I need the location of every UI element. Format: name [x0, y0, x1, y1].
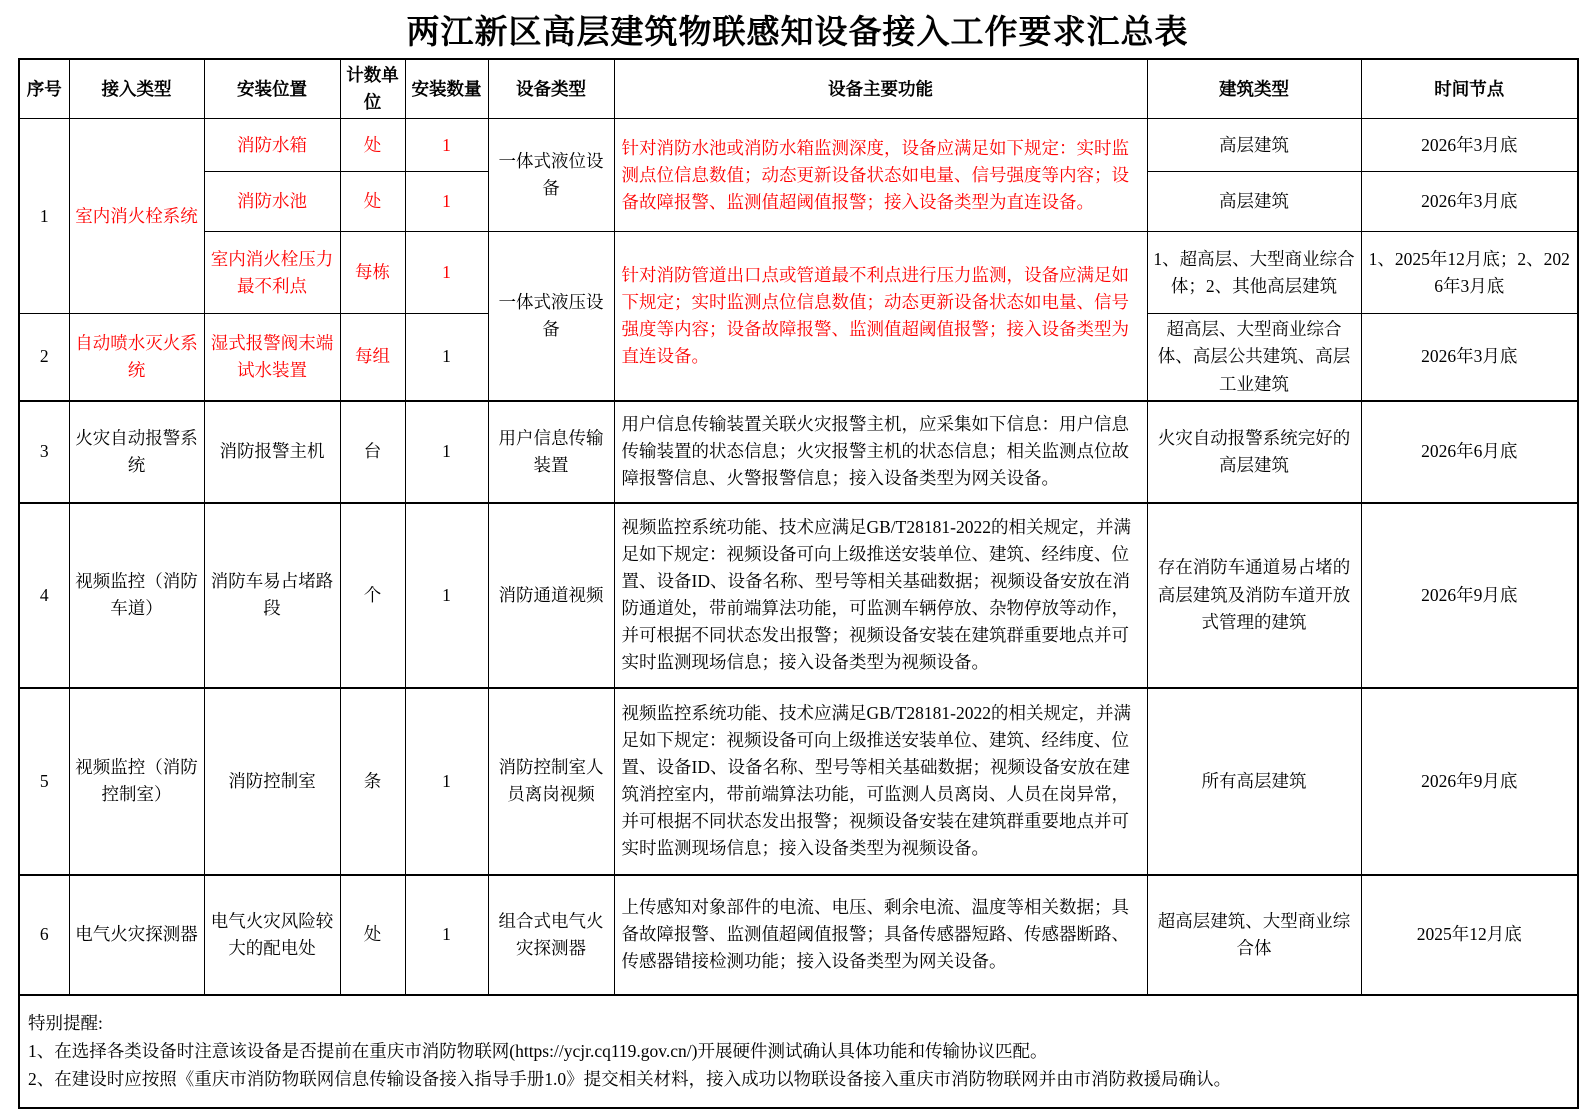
cell-device-type-3: 用户信息传输装置 — [488, 401, 614, 503]
cell-location-2: 湿式报警阀末端试水装置 — [204, 314, 340, 401]
cell-access-type-2: 自动喷水灭火系统 — [69, 314, 204, 401]
col-header-device-type: 设备类型 — [488, 59, 614, 119]
cell-unit-5: 条 — [340, 688, 405, 875]
cell-qty-6: 1 — [405, 875, 488, 995]
cell-unit-1a: 处 — [340, 119, 405, 172]
cell-building-4: 存在消防车通道易占堵的高层建筑及消防车道开放式管理的建筑 — [1147, 503, 1361, 688]
cell-location-5: 消防控制室 — [204, 688, 340, 875]
cell-access-type-1: 室内消火栓系统 — [69, 119, 204, 314]
cell-functions-4: 视频监控系统功能、技术应满足GB/T28181-2022的相关规定，并满足如下规定：视频设备可向上级推送安装单位、建筑、经纬度、位置、设备ID、设备名称、型号等相关基础数据；视频设备安放在消防通道处，带前端算法功能，可监测车辆停放、杂物停放等动作，并可根据不同状态发出报警；视频设备安装在建筑群重要地点并可实时监测现场信息；接入设备类型为视频设备。 — [614, 503, 1147, 688]
cell-time-2: 2026年3月底 — [1361, 314, 1578, 401]
col-header-install-location: 安装位置 — [204, 59, 340, 119]
cell-time-6: 2025年12月底 — [1361, 875, 1578, 995]
cell-access-type-5: 视频监控（消防控制室） — [69, 688, 204, 875]
col-header-install-qty: 安装数量 — [405, 59, 488, 119]
cell-location-1b: 消防水池 — [204, 172, 340, 232]
cell-device-type-5: 消防控制室人员离岗视频 — [488, 688, 614, 875]
cell-unit-1b: 处 — [340, 172, 405, 232]
cell-no-2: 2 — [19, 314, 69, 401]
table-row — [19, 232, 1578, 314]
col-header-building-type: 建筑类型 — [1147, 59, 1361, 119]
cell-functions-5: 视频监控系统功能、技术应满足GB/T28181-2022的相关规定，并满足如下规定：视频设备可向上级推送安装单位、建筑、经纬度、位置、设备ID、设备名称、型号等相关基础数据；视频设备安放在建筑消控室内，带前端算法功能，可监测人员离岗、人员在岗异常，并可根据不同状态发出报警；视频设备安装在建筑群重要地点并可实时监测现场信息；接入设备类型为视频设备。 — [614, 688, 1147, 875]
cell-location-3: 消防报警主机 — [204, 401, 340, 503]
cell-device-type-6: 组合式电气火灾探测器 — [488, 875, 614, 995]
cell-time-1c: 1、2025年12月底；2、2026年3月底 — [1361, 232, 1578, 314]
notes-title: 特别提醒: — [28, 1013, 103, 1034]
cell-access-type-4: 视频监控（消防车道） — [69, 503, 204, 688]
cell-building-2: 超高层、大型商业综合体、高层公共建筑、高层工业建筑 — [1147, 314, 1361, 401]
cell-no-5: 5 — [19, 688, 69, 875]
table-row — [19, 119, 1578, 172]
cell-qty-1b: 1 — [405, 172, 488, 232]
cell-time-3: 2026年6月底 — [1361, 401, 1578, 503]
cell-access-type-3: 火灾自动报警系统 — [69, 401, 204, 503]
cell-device-type-1ab: 一体式液位设备 — [488, 119, 614, 232]
cell-qty-4: 1 — [405, 503, 488, 688]
cell-unit-1c: 每栋 — [340, 232, 405, 314]
col-header-access-type: 接入类型 — [69, 59, 204, 119]
cell-no-1: 1 — [19, 119, 69, 314]
cell-building-1a: 高层建筑 — [1147, 119, 1361, 172]
cell-qty-5: 1 — [405, 688, 488, 875]
cell-location-4: 消防车易占堵路段 — [204, 503, 340, 688]
header-row — [19, 59, 1578, 119]
special-notes — [19, 995, 1578, 1108]
cell-location-1a: 消防水箱 — [204, 119, 340, 172]
note-line-1: 1、在选择各类设备时注意该设备是否提前在重庆市消防物联网(https://ycjr.cq119.gov.cn/)开展硬件测试确认具体功能和传输协议匹配。 — [28, 1041, 1048, 1062]
cell-qty-1c: 1 — [405, 232, 488, 314]
cell-time-1b: 2026年3月底 — [1361, 172, 1578, 232]
table-row — [19, 688, 1578, 875]
cell-unit-6: 处 — [340, 875, 405, 995]
col-header-time-node: 时间节点 — [1361, 59, 1578, 119]
requirements-table — [18, 58, 1579, 1109]
page-title: 两江新区高层建筑物联感知设备接入工作要求汇总表 — [406, 15, 1189, 51]
cell-building-3: 火灾自动报警系统完好的高层建筑 — [1147, 401, 1361, 503]
cell-building-1b: 高层建筑 — [1147, 172, 1361, 232]
cell-location-6: 电气火灾风险较大的配电处 — [204, 875, 340, 995]
cell-building-6: 超高层建筑、大型商业综合体 — [1147, 875, 1361, 995]
col-header-device-functions: 设备主要功能 — [614, 59, 1147, 119]
table-row — [19, 503, 1578, 688]
cell-device-type-1c2: 一体式液压设备 — [488, 232, 614, 401]
cell-time-4: 2026年9月底 — [1361, 503, 1578, 688]
cell-time-1a: 2026年3月底 — [1361, 119, 1578, 172]
cell-device-type-4: 消防通道视频 — [488, 503, 614, 688]
cell-functions-1c2: 针对消防管道出口点或管道最不利点进行压力监测，设备应满足如下规定；实时监测点位信息数值；动态更新设备状态如电量、信号强度等内容；设备故障报警、监测值超阈值报警；接入设备类型为直连设备。 — [614, 232, 1147, 401]
notes-row — [19, 995, 1578, 1108]
cell-qty-3: 1 — [405, 401, 488, 503]
table-row — [19, 401, 1578, 503]
col-header-count-unit: 计数单位 — [340, 59, 405, 119]
cell-functions-1ab: 针对消防水池或消防水箱监测深度，设备应满足如下规定：实时监测点位信息数值；动态更新设备状态如电量、信号强度等内容；设备故障报警、监测值超阈值报警；接入设备类型为直连设备。 — [614, 119, 1147, 232]
cell-unit-4: 个 — [340, 503, 405, 688]
cell-no-3: 3 — [19, 401, 69, 503]
cell-building-1c: 1、超高层、大型商业综合体；2、其他高层建筑 — [1147, 232, 1361, 314]
cell-no-4: 4 — [19, 503, 69, 688]
cell-unit-3: 台 — [340, 401, 405, 503]
cell-unit-2: 每组 — [340, 314, 405, 401]
cell-location-1c: 室内消火栓压力最不利点 — [204, 232, 340, 314]
cell-time-5: 2026年9月底 — [1361, 688, 1578, 875]
cell-access-type-6: 电气火灾探测器 — [69, 875, 204, 995]
cell-building-5: 所有高层建筑 — [1147, 688, 1361, 875]
table-row — [19, 875, 1578, 995]
col-header-no: 序号 — [19, 59, 69, 119]
note-line-2: 2、在建设时应按照《重庆市消防物联网信息传输设备接入指导手册1.0》提交相关材料，接入成功以物联设备接入重庆市消防物联网并由市消防救援局确认。 — [28, 1069, 1232, 1090]
cell-no-6: 6 — [19, 875, 69, 995]
cell-functions-3: 用户信息传输装置关联火灾报警主机，应采集如下信息：用户信息传输装置的状态信息；火灾报警主机的状态信息；相关监测点位故障报警信息、火警报警信息；接入设备类型为网关设备。 — [614, 401, 1147, 503]
cell-functions-6: 上传感知对象部件的电流、电压、剩余电流、温度等相关数据；具备故障报警、监测值超阈值报警；具备传感器短路、传感器断路、传感器错接检测功能；接入设备类型为网关设备。 — [614, 875, 1147, 995]
cell-qty-2: 1 — [405, 314, 488, 401]
cell-qty-1a: 1 — [405, 119, 488, 172]
